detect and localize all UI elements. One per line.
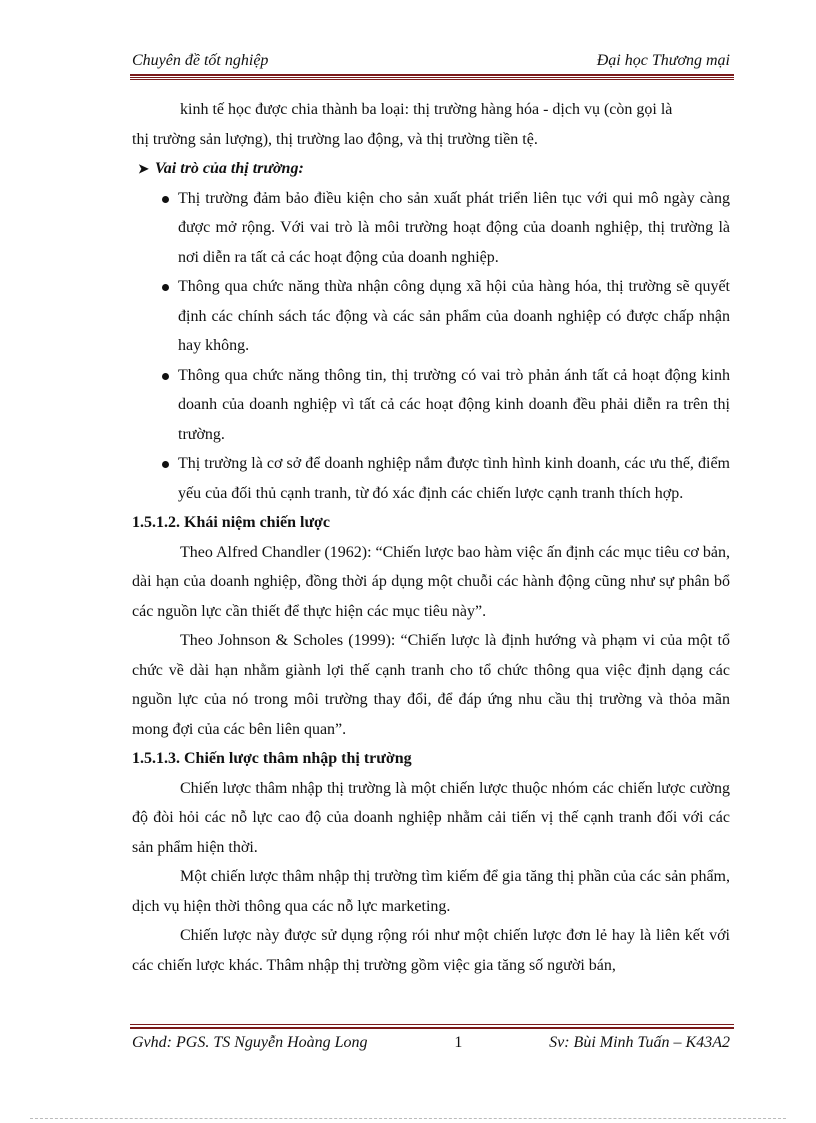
- list-item: [132, 184, 730, 273]
- footer-left: Gvhd: PGS. TS Nguyễn Hoàng Long: [132, 1034, 368, 1051]
- section-heading-1513: 1.5.1.3. Chiến lược thâm nhập thị trường: [132, 750, 412, 767]
- roles-list: [132, 184, 730, 509]
- arrow-bullet-icon: ➤: [138, 161, 149, 176]
- intro-line-2: thị trường sản lượng), thị trường lao động, và thị trường tiền tệ.: [132, 130, 538, 148]
- header-right: Đại học Thương mại: [596, 52, 730, 69]
- header-left: Chuyên đề tốt nghiệp: [132, 52, 269, 69]
- paragraph-johnson: Theo Johnson & Scholes (1999): “Chiến lược là định hướng và phạm vi của một tổ chức về dài hạn nhằm giành lợi thế cạnh tranh cho tổ chức thông qua việc định dạng các nguồn lực của nó trong môi trường thay đổi, để đáp ứng nhu cầu thị trường và thỏa mãn mong đợi của các bên liên quan”.: [132, 632, 730, 738]
- bullet-icon: [162, 461, 169, 468]
- role-text: Thông qua chức năng thừa nhận công dụng xã hội của hàng hóa, thị trường sẽ quyết định các chính sách tác động và các sản phẩm của doanh nghiệp có được chấp nhận hay không.: [178, 278, 730, 354]
- footer-right: Sv: Bùi Minh Tuấn – K43A2: [549, 1034, 730, 1051]
- list-item: [132, 449, 730, 508]
- paragraph-2: Một chiến lược thâm nhập thị trường tìm kiếm để gia tăng thị phần của các sản phẩm, dịch vụ hiện thời thông qua các nỗ lực marketing.: [132, 868, 730, 915]
- page-footer: [132, 1034, 730, 1052]
- page-body: [132, 95, 730, 980]
- footer-rule-secondary: [130, 1027, 734, 1029]
- bullet-icon: [162, 196, 169, 203]
- role-text: Thông qua chức năng thông tin, thị trường có vai trò phản ánh tất cả hoạt động kinh doanh của doanh nghiệp vì tất cả các hoạt động kinh doanh đều phải diễn ra trên thị trường.: [178, 366, 730, 443]
- role-text: Thị trường đảm bảo điều kiện cho sản xuất phát triển liên tục với qui mô ngày càng được mở rộng. Với vai trò là môi trường hoạt động của doanh nghiệp, thị trường là nơi diễn ra tất cả các hoạt động của doanh nghiệp.: [178, 189, 730, 266]
- page-header: [132, 52, 730, 70]
- list-item: [132, 361, 730, 450]
- paragraph-1: Chiến lược thâm nhập thị trường là một chiến lược thuộc nhóm các chiến lược cường độ đòi hỏi các nỗ lực cao độ của doanh nghiệp nhằm cải tiến vị thế cạnh tranh đối với các sản phẩm hiện thời.: [132, 779, 730, 856]
- intro-line-1: kinh tế học được chia thành ba loại: thị trường hàng hóa - dịch vụ (còn gọi là: [180, 101, 673, 118]
- role-text: Thị trường là cơ sở để doanh nghiệp nắm được tình hình kinh doanh, các ưu thế, điểm yếu của đối thủ cạnh tranh, từ đó xác định các chiến lược cạnh tranh thích hợp.: [178, 455, 730, 502]
- section-heading-1512: 1.5.1.2. Khái niệm chiến lược: [132, 514, 331, 531]
- bullet-icon: [162, 284, 169, 291]
- paragraph-chandler: Theo Alfred Chandler (1962): “Chiến lược bao hàm việc ấn định các mục tiêu cơ bản, dài hạn của doanh nghiệp, đồng thời áp dụng một chuỗi các hành động cũng như sự phân bổ các nguồn lực cần thiết để thực hiện các mục tiêu này”.: [132, 543, 730, 620]
- roles-heading: [132, 154, 730, 184]
- paragraph-3: Chiến lược này được sử dụng rộng rói như một chiến lược đơn lẻ hay là liên kết với các chiến lược khác. Thâm nhập thị trường gồm việc gia tăng số người bán,: [132, 927, 730, 974]
- page-break-line: [30, 1118, 786, 1119]
- page-number: 1: [454, 1034, 463, 1051]
- footer-rule: [130, 1024, 734, 1025]
- list-item: [132, 272, 730, 361]
- header-rule-secondary: [130, 79, 734, 80]
- bullet-icon: [162, 373, 169, 380]
- header-rule: [130, 74, 734, 78]
- roles-heading-text: Vai trò của thị trường:: [154, 160, 304, 177]
